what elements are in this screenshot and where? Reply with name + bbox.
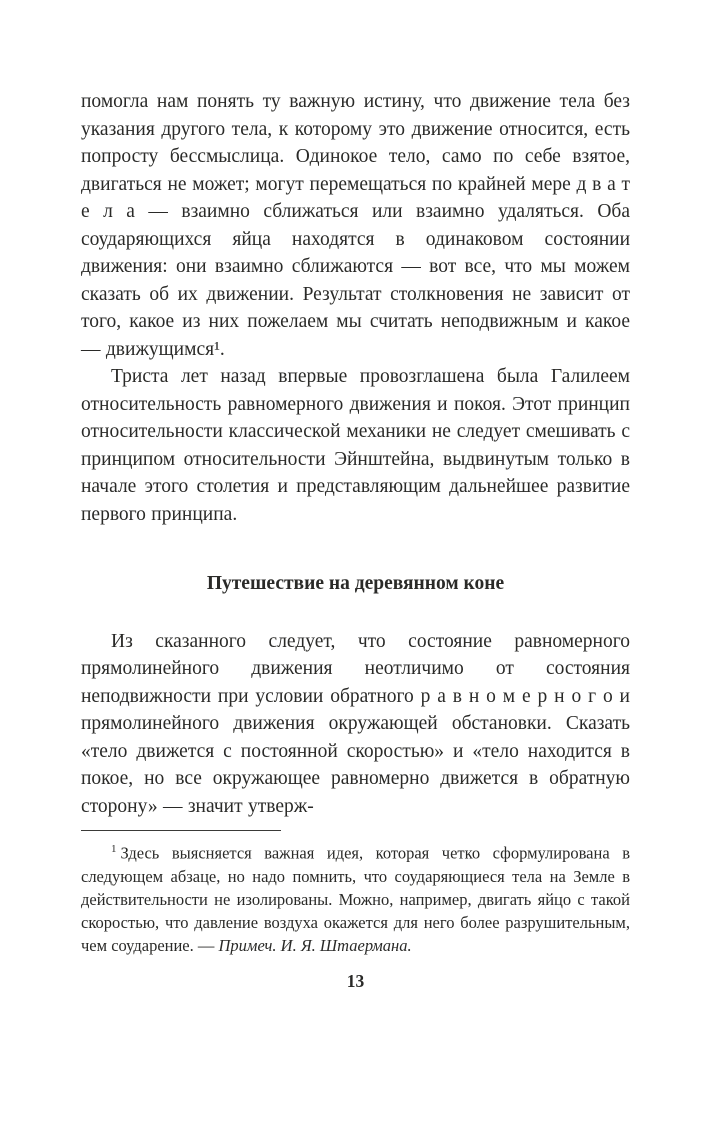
page-number: 13 — [346, 970, 365, 991]
section-heading: Путешествие на деревянном коне — [206, 573, 505, 594]
body-paragraph-2: Триста лет назад впервые провозглашена была Галилеем относительность равномерного движения и покоя. Этот принцип относительности классической механики не следует смешивать с принципом относительности Эйнштейна, выдвинутым только в начале этого столетия и представляющим дальнейшее развитие первого принципа. — [81, 366, 630, 525]
footnote-attribution: Примеч. И. Я. Штаермана. — [218, 935, 412, 955]
footnote-divider — [81, 830, 281, 831]
footnote-block — [81, 830, 630, 957]
body-paragraph-3: Из сказанного следует, что состояние равномерного прямолинейного движения неотличимо от состояния неподвижности при условии обратного р а в н о м е р н о г о и прямолинейного движения окружающей обстановки. Сказать «тело движется с постоянной скоростью» и «тело находится в покое, но все окружающее равномерно движется в обратную сторону» — значит утверж- — [81, 630, 630, 817]
body-paragraph-1: помогла нам понять ту важную истину, что движение тела без указания другого тела, к которому это движение относится, есть попросту бессмыслица. Одинокое тело, само по себе взятое, двигаться не может; могут перемещаться по крайней мере д в а т е л а — взаимно сближаться или взаимно удаляться. Оба соударяющихся яйца находятся в одинаковом состоянии движения: они взаимно сближаются — вот все, что мы можем сказать об их движении. Результат столкновения не зависит от того, какое из них пожелаем мы считать неподвижным и какое — движущимся¹. — [81, 91, 630, 360]
footnote-marker: 1 — [111, 843, 117, 855]
footnote-body: Здесь выясняется важная идея, которая четко сформулирована в следующем абзаце, но надо помнить, что соударяющиеся тела на Земле в действительности не изолированы. Можно, например, двигать яйцо с такой скоростью, что давление воздуха окажется для него более разрушительным, чем соударение. — — [81, 843, 630, 955]
footnote-text — [81, 838, 630, 957]
